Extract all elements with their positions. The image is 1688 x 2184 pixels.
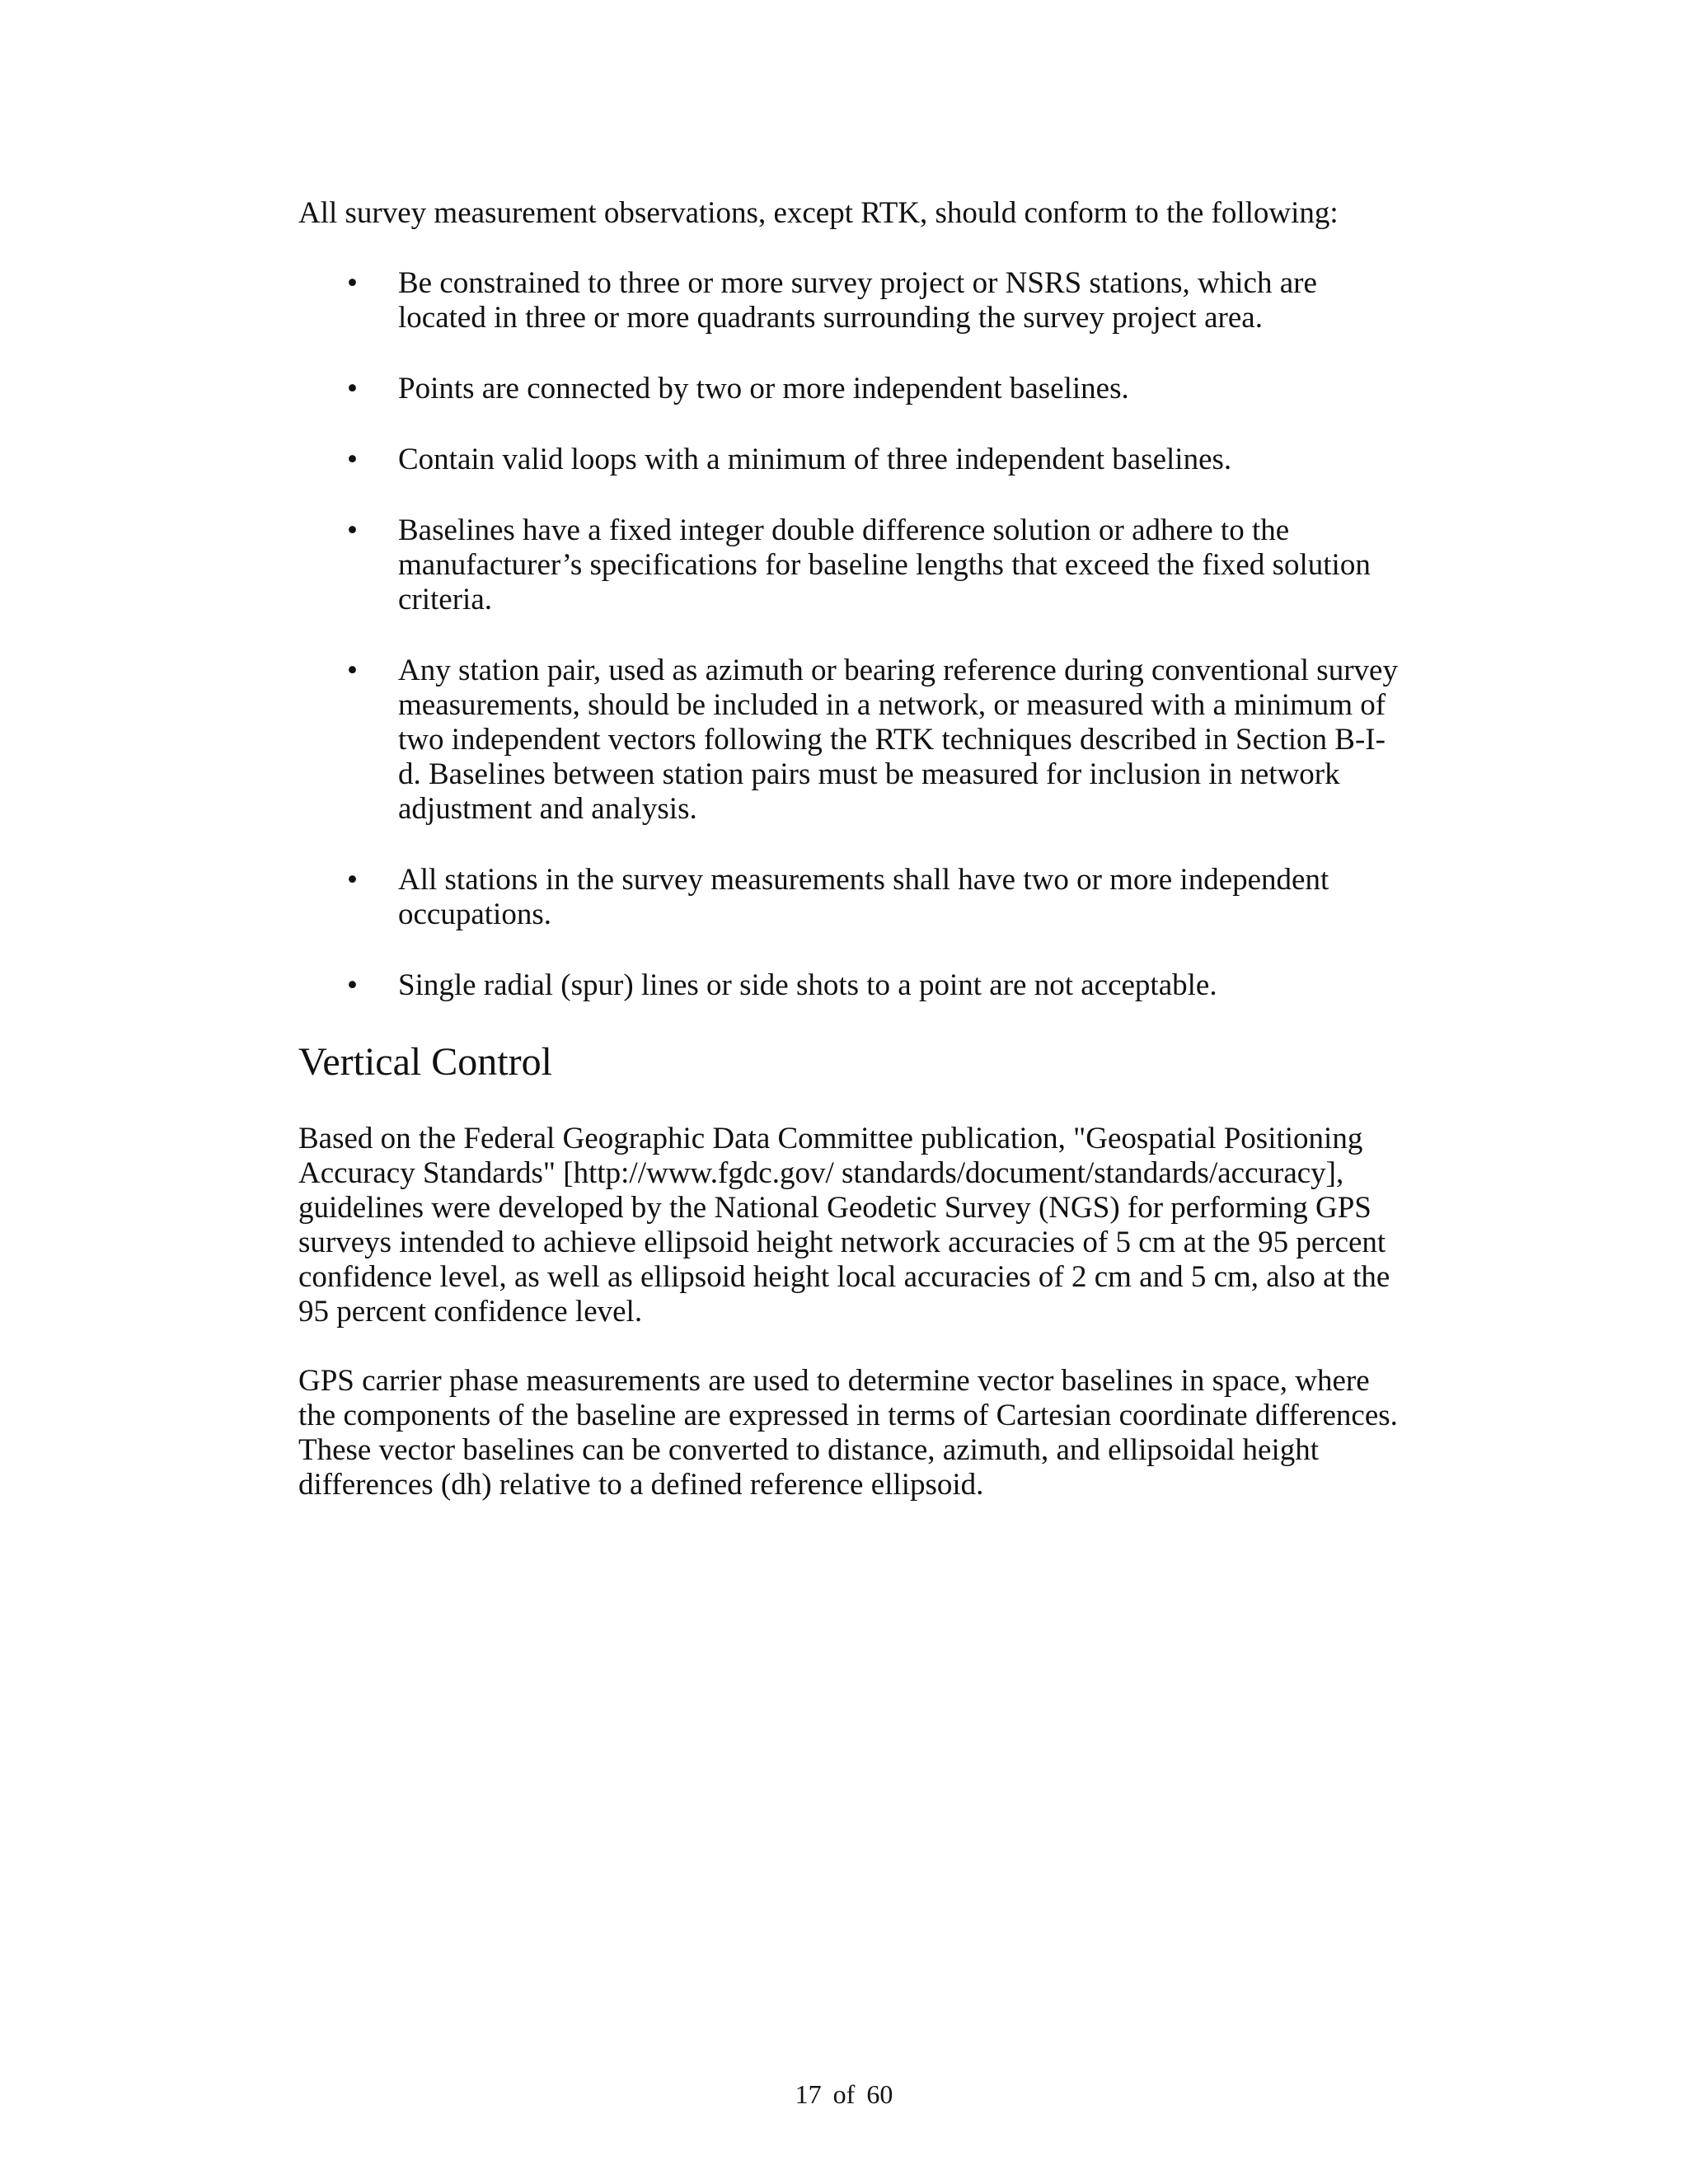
list-item-text: Points are connected by two or more independent baselines.: [398, 372, 1129, 405]
list-item: [298, 863, 1403, 932]
section-paragraph: Based on the Federal Geographic Data Committee publication, "Geospatial Positioning Accuracy Standards" [http://www.fgdc.gov/ standards/document/standards/accuracy], guidelines were developed by the National Geodetic Survey (NGS) for performing GPS surveys intended to achieve ellipsoid height network accuracies of 5 cm at the 95 percent confidence level, as well as ellipsoid height local accuracies of 2 cm and 5 cm, also at the 95 percent confidence level.: [298, 1122, 1390, 1329]
section-paragraph: GPS carrier phase measurements are used to determine vector baselines in space, where the components of the baseline are expressed in terms of Cartesian coordinate differences. These vector baselines can be converted to distance, azimuth, and ellipsoidal height differences (dh) relative to a defined reference ellipsoid.: [298, 1364, 1398, 1502]
list-item: [298, 266, 1403, 335]
list-item-text: All stations in the survey measurements shall have two or more independent occupations.: [398, 863, 1329, 931]
bullet-icon: •: [347, 372, 358, 405]
list-item: [298, 372, 1403, 406]
page-body: [298, 196, 1403, 1537]
bullet-icon: •: [347, 863, 358, 897]
list-item-text: Be constrained to three or more survey project or NSRS stations, which are located in three or more quadrants surrounding the survey project area.: [398, 266, 1317, 335]
page-number: 17 of 60: [795, 2079, 893, 2109]
bullet-icon: •: [347, 654, 358, 687]
bullet-icon: •: [347, 266, 358, 300]
list-item: [298, 968, 1403, 1003]
list-item: [298, 443, 1403, 477]
intro-paragraph: All survey measurement observations, except RTK, should conform to the following:: [298, 196, 1339, 230]
bullet-icon: •: [347, 513, 358, 547]
list-item-text: Any station pair, used as azimuth or bearing reference during conventional survey measurements, should be included in a network, or measured with a minimum of two independent vectors following the RTK techniques described in Section B-I-d. Baselines between station pairs must be measured for inclusion in network adjustment and analysis.: [398, 654, 1398, 826]
list-item-text: Single radial (spur) lines or side shots to a point are not acceptable.: [398, 968, 1217, 1002]
list-item: [298, 654, 1403, 827]
section-heading: Vertical Control: [298, 1040, 552, 1084]
bullet-icon: •: [347, 968, 358, 1002]
requirements-list: [298, 266, 1403, 1003]
list-item-text: Baselines have a fixed integer double difference solution or adhere to the manufacturer’s specifications for baseline lengths that exceed the fixed solution criteria.: [398, 513, 1371, 616]
bullet-icon: •: [347, 443, 358, 476]
list-item: [298, 513, 1403, 617]
list-item-text: Contain valid loops with a minimum of three independent baselines.: [398, 443, 1232, 476]
